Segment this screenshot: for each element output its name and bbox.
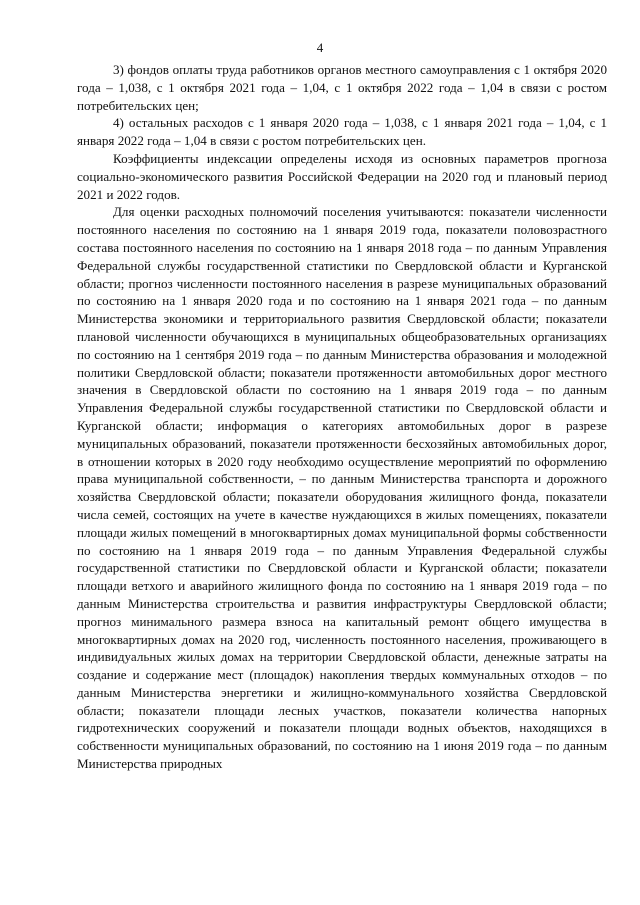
paragraph-other-expenses-indexation: 4) остальных расходов с 1 января 2020 года – 1,038, с 1 января 2021 года – 1,04, с 1 января 2022 года – 1,04 в связи с ростом потребительских цен. bbox=[77, 115, 607, 149]
document-body bbox=[77, 61, 607, 773]
paragraph-expenditure-assessment: Для оценки расходных полномочий поселения учитываются: показатели численности постоянного населения по состоянию на 1 января 2019 года, показатели половозрастного состава постоянного населения по состоянию на 1 января 2018 года – по данным Управления Федеральной службы государственной статистики по Свердловской области и Курганской области; прогноз численности постоянного населения в разрезе муниципальных образований по состоянию на 1 января 2020 года и по состоянию на 1 января 2021 года – по данным Министерства экономики и территориального развития Свердловской области; показатели плановой численности обучающихся в муниципальных общеобразовательных организациях по состоянию на 1 сентября 2019 года – по данным Министерства образования и молодежной политики Свердловской области; показатели протяженности автомобильных дорог местного значения в Свердловской области по состоянию на 1 января 2019 года – по данным Управления Федеральной службы государственной статистики по Свердловской области и Курганской области; информация о категориях автомобильных дорог в разрезе муниципальных образований, показатели протяженности бесхозяйных автомобильных дорог, в отношении которых в 2020 году необходимо осуществление мероприятий по оформлению права муниципальной собственности, – по данным Министерства транспорта и дорожного хозяйства Свердловской области; показатели оборудования жилищного фонда, показатели числа семей, состоящих на учете в качестве нуждающихся в жилых помещениях, показатели площади жилых помещений в многоквартирных домах муниципальной формы собственности по состоянию на 1 января 2019 года – по данным Управления Федеральной службы государственной статистики по Свердловской области и Курганской области; показатели площади ветхого и аварийного жилищного фонда по состоянию на 1 января 2019 года – по данным Министерства строительства и развития инфраструктуры Свердловской области; прогноз минимального размера взноса на капитальный ремонт общего имущества в многоквартирных домах на 2020 год, численность постоянного населения, проживающего в индивидуальных жилых домах на территории Свердловской области, денежные затраты на создание и содержание мест (площадок) накопления твердых коммунальных отходов – по данным Министерства энергетики и жилищно-коммунального хозяйства Свердловской области; показатели площади лесных участков, показатели количества напорных гидротехнических сооружений и показатели площади водных объектов, находящихся в собственности муниципальных образований, по состоянию на 1 июня 2019 года – по данным Министерства природных bbox=[77, 204, 607, 772]
paragraph-indexation-coefficients: Коэффициенты индексации определены исходя из основных параметров прогноза социально-экономического развития Российской Федерации на 2020 год и плановый период 2021 и 2022 годов. bbox=[77, 150, 607, 202]
page-number: 4 bbox=[316, 40, 324, 55]
paragraph-wage-fund-indexation: 3) фондов оплаты труда работников органов местного самоуправления с 1 октября 2020 года – 1,038, с 1 октября 2021 года – 1,04, с 1 октября 2022 года – 1,04 в связи с ростом потребительских цен; bbox=[77, 62, 607, 113]
